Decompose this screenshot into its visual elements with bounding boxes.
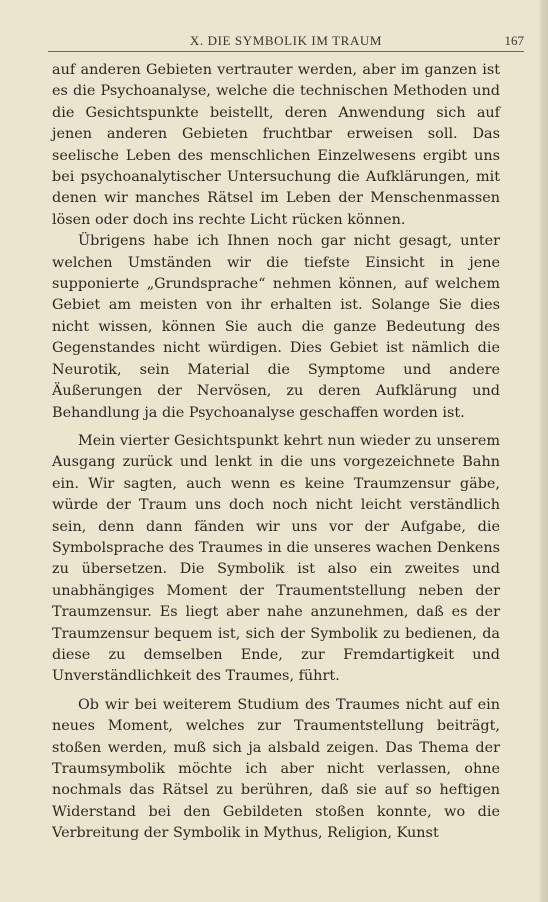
paragraph: Ob wir bei weiterem Studium des Traumes nicht auf ein neues Moment, welches zur Traumentstellung beiträgt, stoßen werden, muß sich ja alsbald zeigen. Das Thema der Traumsymbolik möchte ich aber nicht verlassen, ohne nochmals das Rätsel zu berühren, daß sie auf so heftigen Widerstand bei den Gebildeten stoßen konnte, wo die Verbreitung der Symbolik in Mythus, Religion, Kunst	[52, 696, 500, 842]
page-number: 167	[504, 33, 524, 48]
page-header	[48, 33, 524, 52]
body-text	[52, 60, 500, 845]
paragraph: Übrigens habe ich Ihnen noch gar nicht gesagt, unter welchen Umständen wir die tiefste Einsicht in jene supponierte „Grundsprache“ nehmen können, auf welchem Gebiet am meisten von ihr erhalten ist. Solange Sie dies nicht wissen, können Sie auch die ganze Bedeutung des Gegenstandes nicht würdigen. Dies Gebiet ist nämlich die Neurotik, sein Material die Symptome und andere Äußerungen der Nervösen, zu deren Aufklärung und Behandlung ja die Psychoanalyse geschaffen worden ist.	[52, 233, 500, 421]
paragraph-continued: auf anderen Gebieten vertrauter werden, aber im ganzen ist es die Psychoanalyse, welche die technischen Methoden und die Gesichtspunkte beistellt, deren Anwendung sich auf jenen anderen Gebieten fruchtbar erweisen soll. Das seelische Leben des menschlichen Einzelwesens ergibt uns bei psychoanalytischer Untersuchung die Aufklärungen, mit denen wir manches Rätsel im Leben der Menschenmassen lösen oder doch ins rechte Licht rücken können.	[52, 62, 500, 228]
page-edge-shadow	[540, 0, 548, 902]
paragraph: Mein vierter Gesichtspunkt kehrt nun wieder zu unserem Ausgang zurück und lenkt in die uns vorgezeichnete Bahn ein. Wir sagten, auch wenn es keine Traumzensur gäbe, würde der Traum uns doch noch nicht leicht verständlich sein, denn dann fänden wir uns vor der Aufgabe, die Symbolsprache des Traumes in die unseres wachen Denkens zu übersetzen. Die Symbolik ist also ein zweites und unabhängiges Moment der Traumentstellung neben der Traumzensur. Es liegt aber nahe anzunehmen, daß es der Traumzensur bequem ist, sich der Symbolik zu bedienen, da diese zu demselben Ende, zur Fremdartigkeit und Unverständlichkeit des Traumes, führt.	[52, 432, 500, 685]
running-title: X. DIE SYMBOLIK IM TRAUM	[189, 33, 383, 48]
